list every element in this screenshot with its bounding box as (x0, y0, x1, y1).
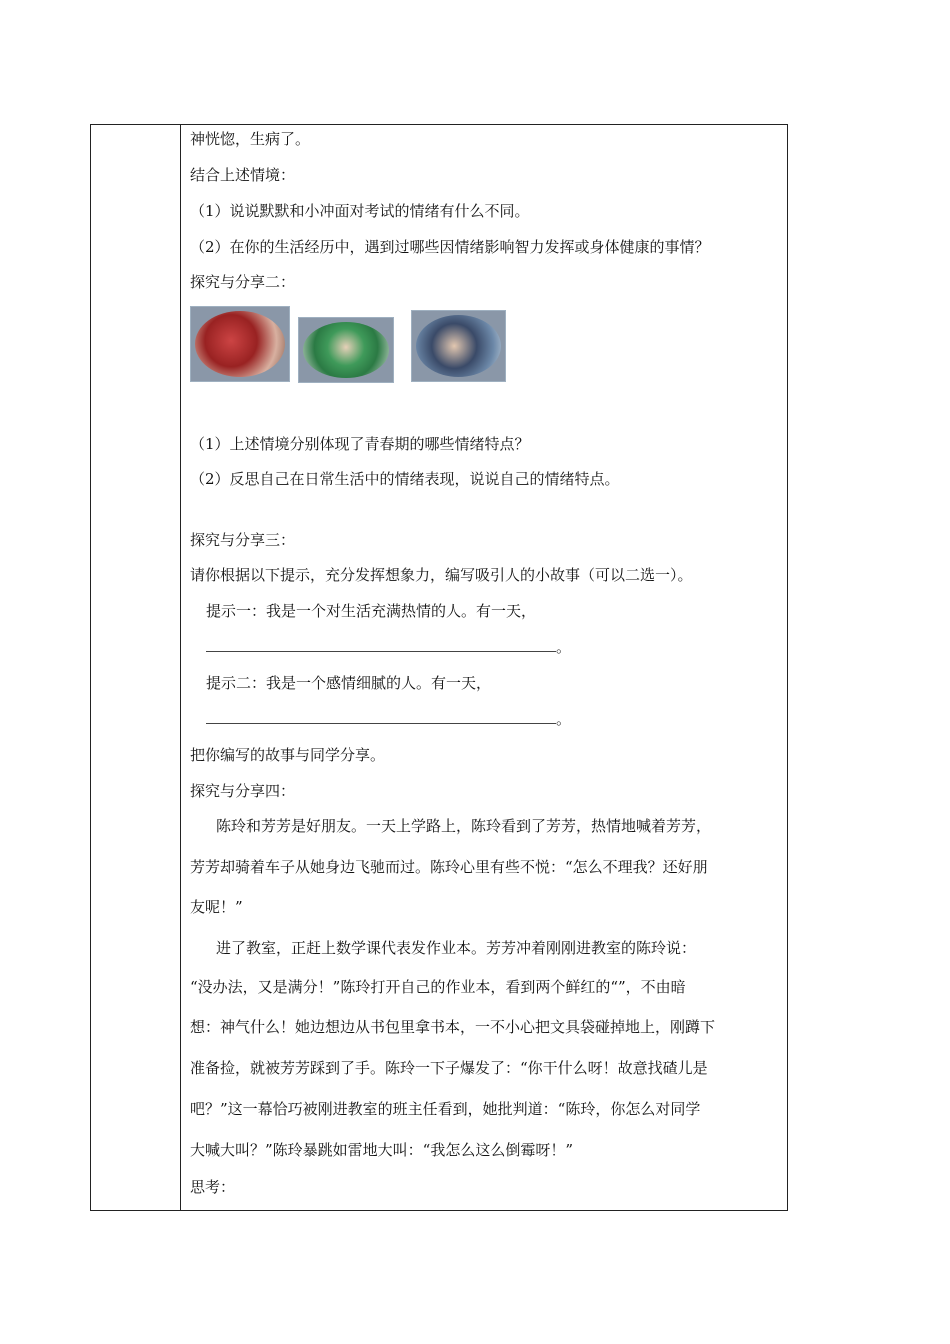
story-line: “没办法，又是满分！”陈玲打开自己的作业本，看到两个鲜红的“”，不由暗 (190, 978, 686, 996)
story-line: 吧？”这一幕恰巧被刚进教室的班主任看到，她批判道：“陈玲，你怎么对同学 (190, 1100, 701, 1118)
prompt-1: 提示一：我是一个对生活充满热情的人。有一天， (206, 602, 537, 620)
story-line: 芳芳却骑着车子从她身边飞驰而过。陈玲心里有些不悦：“怎么不理我？还好朋 (190, 858, 708, 876)
section-heading-2: 探究与分享二： (190, 273, 296, 291)
lesson-table (90, 124, 788, 1211)
period: 。 (556, 638, 572, 656)
answer-blank (206, 639, 556, 652)
period: 。 (556, 710, 572, 728)
story-line: 大喊大叫？”陈玲暴跳如雷地大叫：“我怎么这么倒霉呀！” (190, 1141, 574, 1159)
text-line: 结合上述情境： (190, 166, 296, 184)
story-line: 准备捡，就被芳芳踩到了手。陈玲一下子爆发了：“你干什么呀！故意找碴儿是 (190, 1059, 708, 1077)
instruction-text: 请你根据以下提示，充分发挥想象力，编写吸引人的小故事（可以二选一）。 (190, 566, 693, 584)
story-line: 想：神气什么！她边想边从书包里拿书本，一不小心把文具袋碰掉地上，刚蹲下 (190, 1018, 716, 1036)
text-line: 神恍惚，生病了。 (190, 130, 311, 148)
section-heading-3: 探究与分享三： (190, 531, 296, 549)
photo-2 (298, 317, 394, 383)
share-instruction: 把你编写的故事与同学分享。 (190, 746, 386, 764)
column-divider (180, 125, 181, 1210)
photo-1 (190, 306, 290, 382)
question-1: （1）说说默默和小冲面对考试的情绪有什么不同。 (190, 202, 530, 220)
question-2: （2）在你的生活经历中，遇到过哪些因情绪影响智力发挥或身体健康的事情？ (190, 238, 710, 256)
blank-line-2 (190, 709, 571, 729)
prompt-2: 提示二：我是一个感情细腻的人。有一天， (206, 674, 492, 692)
story-line: 陈玲和芳芳是好朋友。一天上学路上，陈玲看到了芳芳，热情地喊着芳芳， (216, 817, 712, 835)
story-line: 进了教室，正赶上数学课代表发作业本。芳芳冲着刚刚进教室的陈玲说： (216, 939, 697, 957)
think-heading: 思考： (190, 1178, 236, 1196)
blank-line-1 (190, 637, 571, 657)
question-1: （1）上述情境分别体现了青春期的哪些情绪特点？ (190, 435, 530, 453)
story-line: 友呢！” (190, 898, 243, 916)
answer-blank (206, 711, 556, 724)
photo-3 (411, 310, 506, 382)
section-heading-4: 探究与分享四： (190, 782, 296, 800)
question-2: （2）反思自己在日常生活中的情绪表现，说说自己的情绪特点。 (190, 470, 620, 488)
